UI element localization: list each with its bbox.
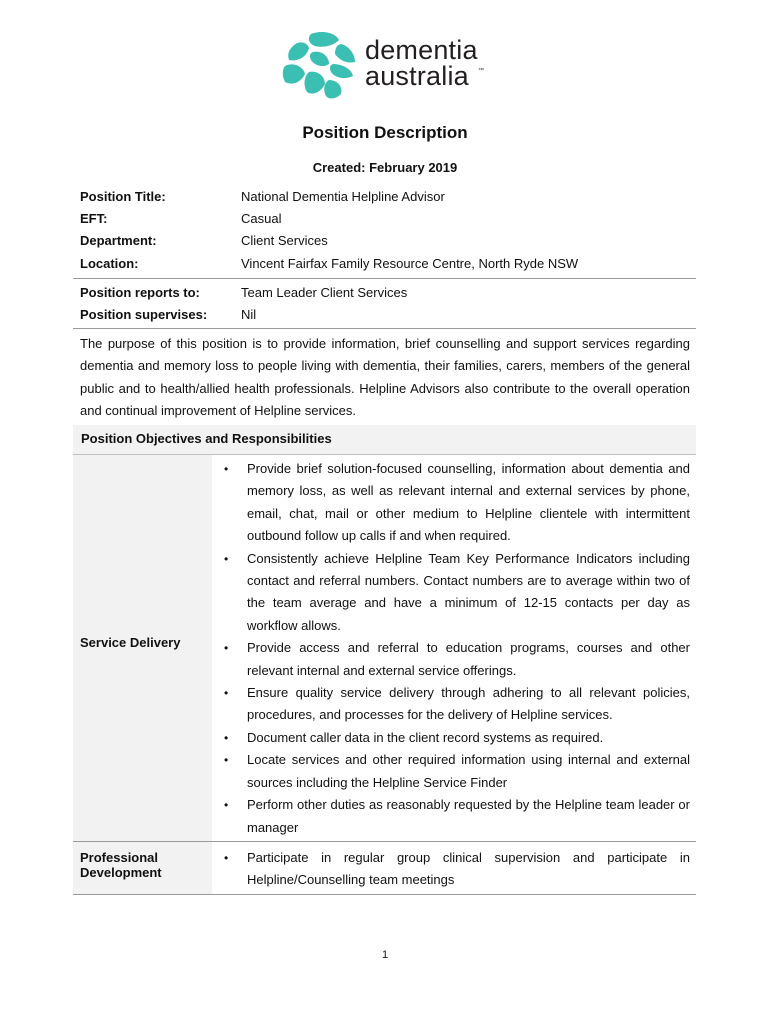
list-item: • Participate in regular group clinical supervision and participate in Helpline/Counselling team meetings (222, 847, 690, 892)
list-item: • Consistently achieve Helpline Team Key Performance Indicators including contact and referral numbers. Contact numbers are to average within two of the team average and have a minimum of 12-15 contacts per day as workflow allows. (222, 548, 690, 638)
logo-text-dementia: dementia (365, 35, 478, 65)
objectives-header (73, 425, 696, 455)
list-item: • Document caller data in the client record systems as required. (222, 727, 690, 749)
dementia-australia-logo (281, 30, 491, 104)
logo-text-australia: australia (365, 61, 469, 91)
detail-label: EFT: (80, 211, 108, 226)
detail-value: Casual (241, 211, 282, 226)
list-item: • Perform other duties as reasonably requested by the Helpline team leader or manager (222, 794, 690, 839)
detail-label: Position Title: (80, 189, 166, 204)
list-item: • Provide access and referral to education programs, courses and other relevant internal and external service offerings. (222, 637, 690, 682)
list-item: • Ensure quality service delivery through adhering to all relevant policies, procedures, and processes for the delivery of Helpline services. (222, 682, 690, 727)
page-number: 1 (381, 949, 389, 961)
purpose-paragraph: The purpose of this position is to provide information, brief counselling and support services regarding dementia and memory loss to people living with dementia, their families, carers, members of the general public and to health/allied health professionals. Helpline Advisors also contribute to the overall operation and continual improvement of Helpline services. (80, 336, 690, 419)
detail-label: Department: (80, 233, 157, 248)
list-item: • Provide brief solution-focused counselling, information about dementia and memory loss, as well as relevant internal and external services by phone, email, chat, mail or other medium to Helpline clientele with intermittent outbound follow up calls if and when required. (222, 458, 690, 548)
detail-label: Position supervises: (80, 307, 208, 322)
logo-trademark: ™ (478, 68, 484, 74)
divider (73, 894, 696, 895)
list-item: • Locate services and other required information using internal and external sources including the Helpline Service Finder (222, 749, 690, 794)
section-label-professional-development: Professional Development (80, 850, 162, 880)
page-title: Position Description (302, 123, 468, 142)
brain-logo-icon (281, 30, 361, 104)
detail-value: Client Services (241, 233, 328, 248)
detail-value: Vincent Fairfax Family Resource Centre, North Ryde NSW (241, 256, 579, 271)
section-label-service-delivery: Service Delivery (80, 635, 181, 650)
objectives-header-text: Position Objectives and Responsibilities (81, 431, 332, 446)
detail-value: Team Leader Client Services (241, 285, 408, 300)
detail-value: National Dementia Helpline Advisor (241, 189, 445, 204)
divider (73, 328, 696, 329)
service-delivery-list (222, 458, 690, 839)
divider (73, 278, 696, 279)
created-date: Created: February 2019 (312, 160, 458, 175)
detail-value: Nil (241, 307, 257, 322)
professional-development-list (222, 847, 690, 892)
detail-label: Position reports to: (80, 285, 200, 300)
detail-label: Location: (80, 256, 139, 271)
